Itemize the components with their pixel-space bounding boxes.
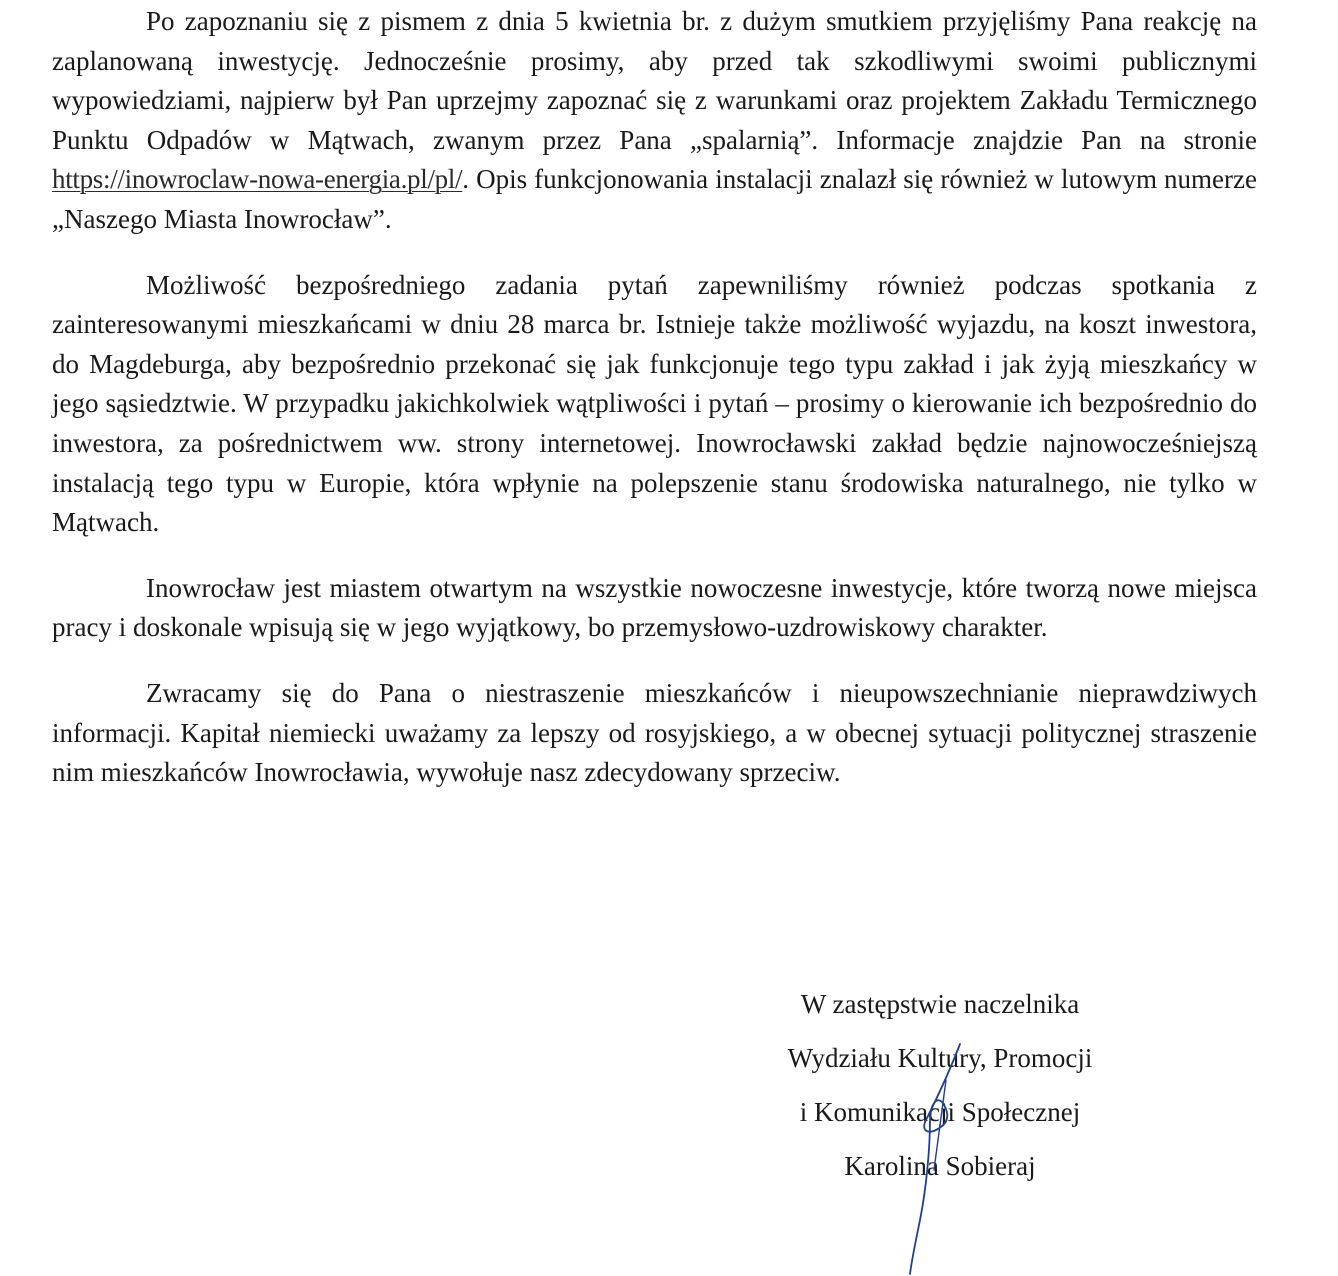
signature-line-name: Karolina Sobieraj bbox=[844, 1151, 1036, 1181]
letter-body bbox=[52, 2, 1257, 819]
handwritten-signature-icon bbox=[890, 1040, 980, 1276]
paragraph-1 bbox=[52, 2, 1257, 240]
signature-line-role: W zastępstwie naczelnika bbox=[800, 989, 1080, 1019]
paragraph-3: Inowrocław jest miastem otwartym na wszystkie nowoczesne inwestycje, które tworzą nowe miejsca pracy i doskonale wpisują się w jego wyjątkowy, bo przemysłowo-uzdrowiskowy charakter. bbox=[52, 572, 1257, 643]
signature-line-department: Wydziału Kultury, Promocji bbox=[787, 1043, 1093, 1073]
paragraph-1-text-end: . Opis funkcjonowania instalacji znalazł się również w lutowym numerze „Naszego Miasta Inowrocław”. bbox=[52, 164, 1257, 234]
paragraph-4: Zwracamy się do Pana o niestraszenie mieszkańców i nieupowszechnianie nieprawdziwych informacji. Kapitał niemiecki uważamy za lepszy od rosyjskiego, a w obecnej sytuacji politycznej straszenie nim mieszkańców Inowrocławia, wywołuje nasz zdecydowany sprzeciw. bbox=[52, 677, 1257, 788]
signature-line-department-cont: i Komunikacji Społecznej bbox=[799, 1097, 1081, 1127]
paragraph-1-text-start: Po zapoznaniu się z pismem z dnia 5 kwietnia br. z dużym smutkiem przyjęliśmy Pana reakcję na zaplanowaną inwestycję. Jednocześnie prosimy, aby przed tak szkodliwymi swoimi publicznymi wypowiedziami, najpierw był Pan uprzejmy zapoznać się z warunkami oraz projektem Zakładu Termicznego Punktu Odpadów w Mątwach, zwanym przez Pana „spalarnią”. Informacje znajdzie Pan na stronie bbox=[52, 6, 1257, 155]
paragraph-2: Możliwość bezpośredniego zadania pytań zapewniliśmy również podczas spotkania z zainteresowanymi mieszkańcami w dniu 28 marca br. Istnieje także możliwość wyjazdu, na koszt inwestora, do Magdeburga, aby bezpośrednio przekonać się jak funkcjonuje tego typu zakład i jak żyją mieszkańcy w jego sąsiedztwie. W przypadku jakichkolwiek wątpliwości i pytań – prosimy o kierowanie ich bezpośrednio do inwestora, za pośrednictwem ww. strony internetowej. Inowrocławski zakład będzie najnowocześniejszą instalacją tego typu w Europie, która wpłynie na polepszenie stanu środowiska naturalnego, nie tylko w Mątwach. bbox=[52, 269, 1257, 538]
website-link[interactable]: https://inowroclaw-nowa-energia.pl/pl/ bbox=[52, 164, 463, 195]
